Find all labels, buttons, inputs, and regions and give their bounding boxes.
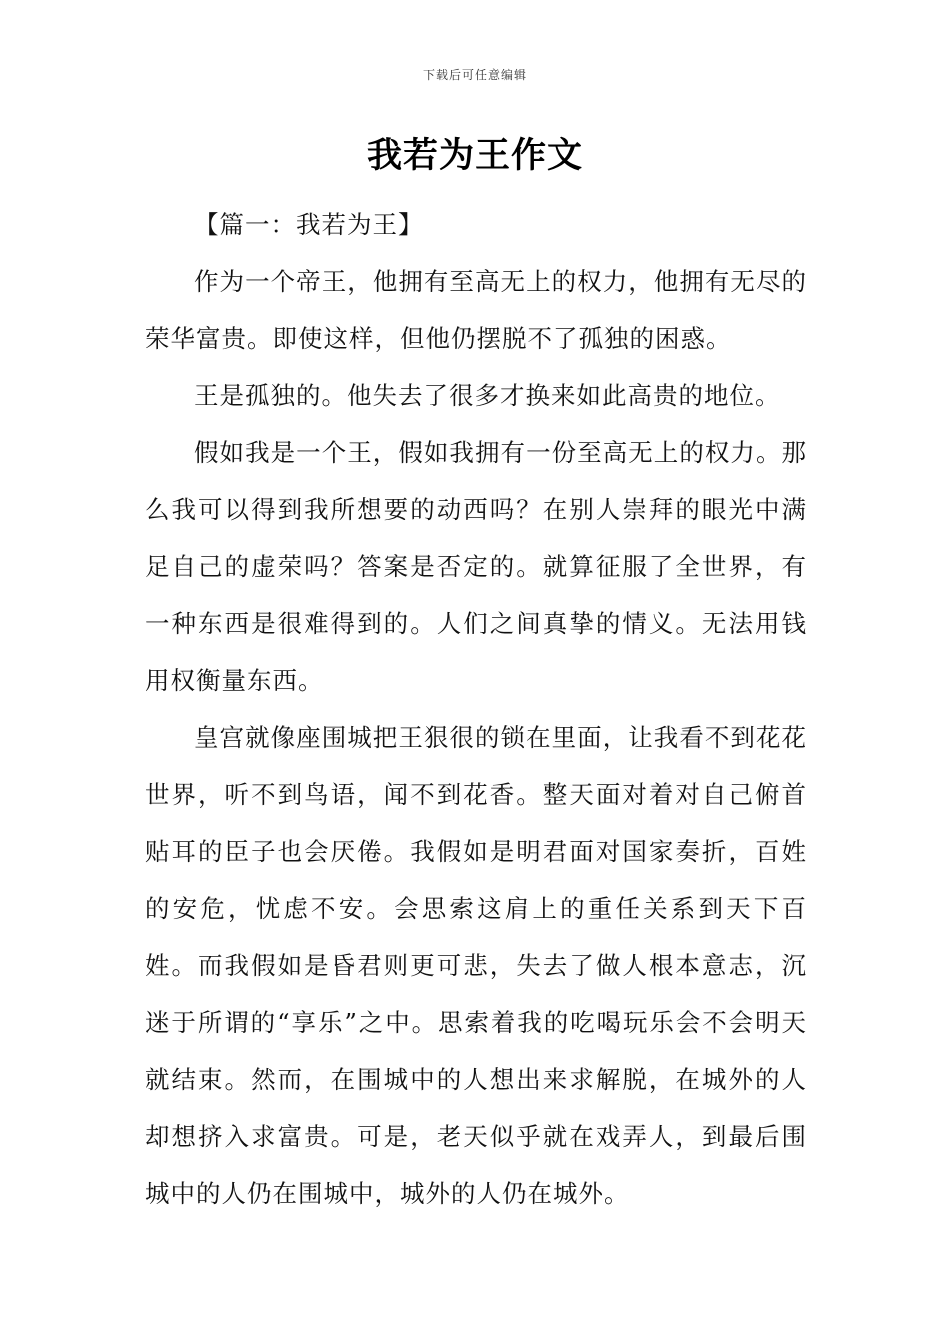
- paragraph-1: 作为一个帝王，他拥有至高无上的权力，他拥有无尽的荣华富贵。即使这样，但他仍摆脱不了孤独的困惑。: [145, 267, 807, 353]
- paragraph-2: 王是孤独的。他失去了很多才换来如此高贵的地位。: [194, 381, 781, 410]
- page-title: 我若为王作文: [366, 136, 583, 176]
- paragraph-4: 皇宫就像座围城把王狠很的锁在里面，让我看不到花花世界，听不到鸟语，闻不到花香。整天面对着对自己俯首贴耳的臣子也会厌倦。我假如是明君面对国家奏折，百姓的安危，忧虑不安。会思索这肩上的重任关系到天下百姓。而我假如是昏君则更可悲，失去了做人根本意志，沉迷于所谓的“享乐”之中。思索着我的吃喝玩乐会不会明天就结束。然而，在围城中的人想出来求解脱，在城外的人却想挤入求富贵。可是，老天似乎就在戏弄人，到最后围城中的人仍在围城中，城外的人仍在城外。: [145, 723, 807, 1208]
- paragraph-3: 假如我是一个王，假如我拥有一份至高无上的权力。那么我可以得到我所想要的动西吗？在别人崇拜的眼光中满足自己的虚荣吗？答案是否定的。就算征服了全世界，有一种东西是很难得到的。人们之间真挚的情义。无法用钱用权衡量东西。: [145, 438, 807, 695]
- article-body: [145, 196, 807, 1222]
- section-heading: 【篇一：我若为王】: [194, 210, 424, 239]
- header-note: 下载后可任意编辑: [422, 68, 527, 82]
